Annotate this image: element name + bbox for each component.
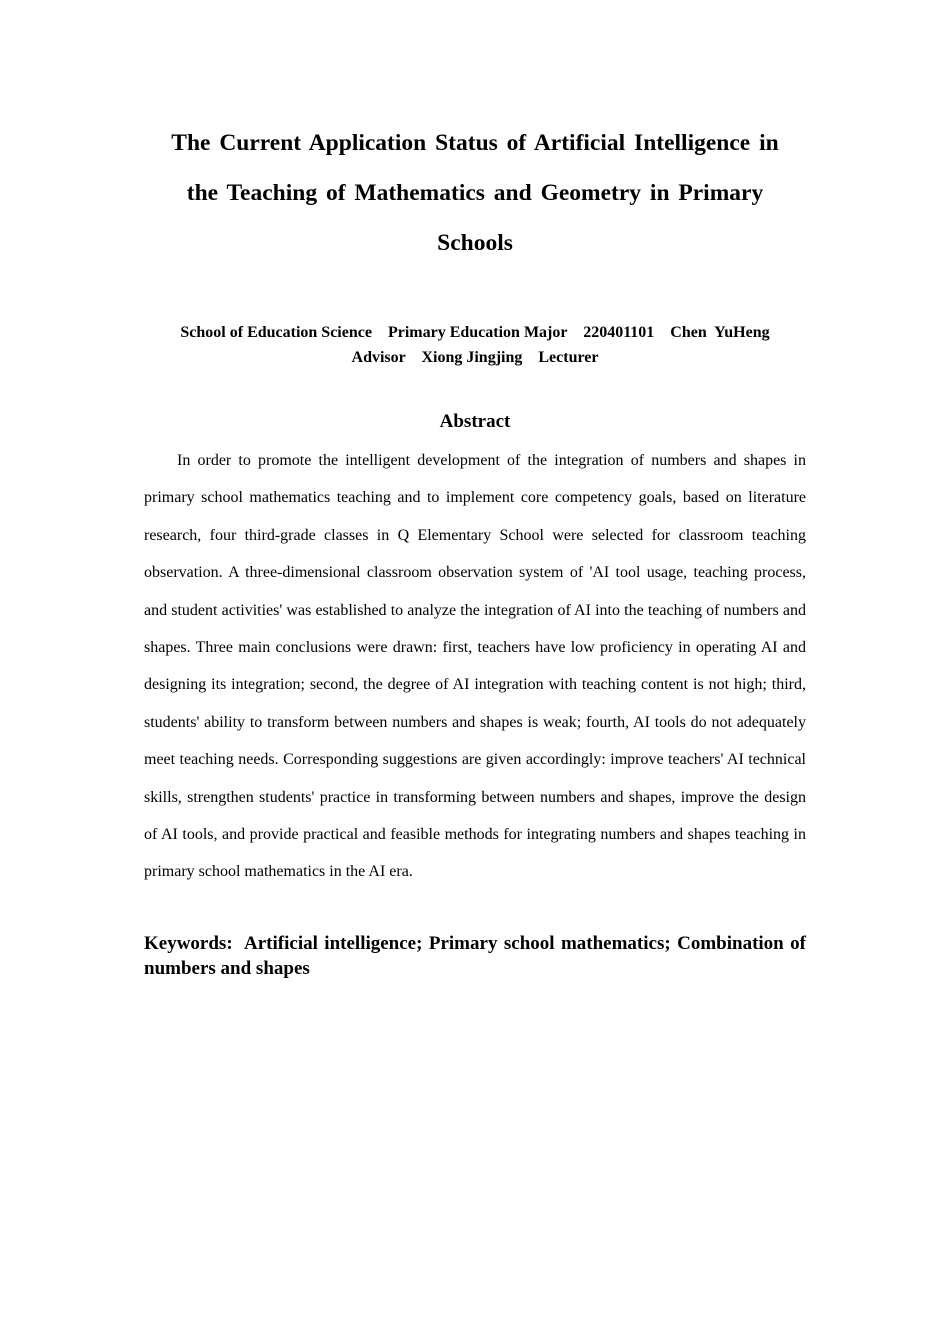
- title-line: the Teaching of Mathematics and Geometry in Primary: [186, 180, 764, 206]
- paper-title: [144, 118, 806, 268]
- keywords: [144, 931, 806, 981]
- paper-page: [144, 118, 806, 981]
- title-line: Schools: [437, 230, 513, 256]
- author-info: [144, 320, 806, 370]
- keywords-text: Artificial intelligence; Primary school mathematics; Combination of numbers and shapes: [144, 932, 806, 979]
- advisor-line: Advisor Xiong Jingjing Lecturer: [351, 349, 599, 366]
- keywords-label: Keywords:: [144, 932, 233, 954]
- abstract-body: In order to promote the intelligent development of the integration of numbers and shapes in primary school mathematics teaching and to implement core competency goals, based on literature research, four third-grade classes in Q Elementary School were selected for classroom teaching observation. A three-dimensional classroom observation system of 'AI tool usage, teaching process, and student activities' was established to analyze the integration of AI into the teaching of numbers and shapes. Three main conclusions were drawn: first, teachers have low proficiency in operating AI and designing its integration; second, the degree of AI integration with teaching content is not high; third, students' ability to transform between numbers and shapes is weak; fourth, AI tools do not adequately meet teaching needs. Corresponding suggestions are given accordingly: improve teachers' AI technical skills, strengthen students' practice in transforming between numbers and shapes, improve the design of AI tools, and provide practical and feasible methods for integrating numbers and shapes teaching in primary school mathematics in the AI era.: [144, 452, 806, 881]
- title-line: The Current Application Status of Artificial Intelligence in: [171, 130, 779, 156]
- author-affiliation-line: School of Education Science Primary Education Major 220401101 Chen YuHeng: [180, 324, 770, 341]
- abstract-heading: Abstract: [439, 411, 511, 432]
